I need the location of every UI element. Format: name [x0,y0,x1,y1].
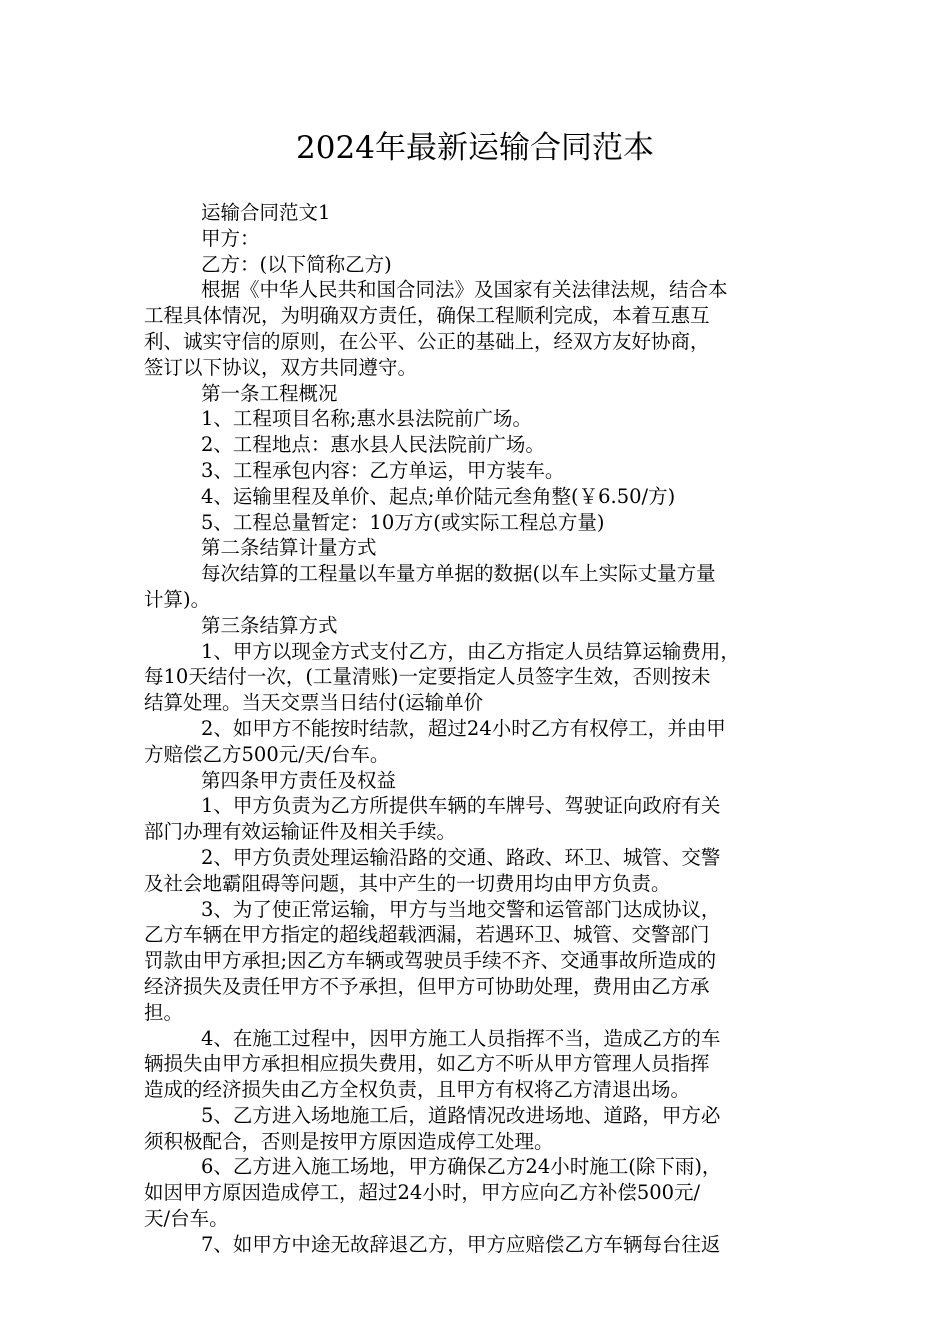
text-line: 1、工程项目名称;惠水县法院前广场。 [201,407,532,431]
text-line: 5、乙方进入场地施工后，道路情况改进场地、道路，甲方必 [201,1103,721,1127]
text-line: 2、工程地点：惠水县人民法院前广场。 [201,433,545,457]
text-line: 第三条结算方式 [201,613,338,637]
text-line: 须积极配合，否则是按甲方原因造成停工处理。 [144,1129,554,1153]
text-line: 第二条结算计量方式 [201,536,377,560]
text-line: 签订以下协议，双方共同遵守。 [144,355,418,379]
text-line: 6、乙方进入施工场地，甲方确保乙方24小时施工(除下雨)， [201,1155,722,1179]
text-line: 1、甲方以现金方式支付乙方，由乙方指定人员结算运输费用， [201,639,740,663]
text-line: 乙方：(以下简称乙方) [201,252,392,276]
text-line: 担。 [144,1000,184,1024]
text-line: 天/台车。 [144,1207,229,1231]
text-line: 罚款由甲方承担;因乙方车辆或驾驶员手续不齐、交通事故所造成的 [144,949,717,973]
text-line: 4、在施工过程中，因甲方施工人员指挥不当，造成乙方的车 [201,1026,721,1050]
text-line: 1、甲方负责为乙方所提供车辆的车牌号、驾驶证向政府有关 [201,794,721,818]
text-line: 结算处理。当天交票当日结付(运输单价 [144,691,484,715]
text-line: 4、运输里程及单价、起点;单价陆元叁角整(￥6.50/方) [201,484,676,508]
text-line: 工程具体情况，为明确双方责任，确保工程顺利完成，本着互惠互 [144,304,710,328]
text-line: 第一条工程概况 [201,381,338,405]
text-line: 方赔偿乙方500元/天/台车。 [144,742,390,766]
text-line: 经济损失及责任甲方不予承担，但甲方可协助处理，费用由乙方承 [144,974,710,998]
text-line: 每10天结付一次，(工量清账)一定要指定人员签字生效，否则按未 [144,665,711,689]
document-title: 2024年最新运输合同范本 [296,130,654,166]
text-line: 造成的经济损失由乙方全权负责，且甲方有权将乙方清退出场。 [144,1078,691,1102]
text-line: 3、为了使正常运输，甲方与当地交警和运管部门达成协议， [201,897,721,921]
text-line: 计算)。 [144,587,211,611]
text-line: 根据《中华人民共和国合同法》及国家有关法律法规，结合本 [201,278,728,302]
text-line: 每次结算的工程量以车量方单据的数据(以车上实际丈量方量 [201,562,716,586]
text-line: 部门办理有效运输证件及相关手续。 [144,820,457,844]
text-line: 乙方车辆在甲方指定的超线超载洒漏，若遇环卫、城管、交警部门 [144,923,710,947]
text-line: 2、如甲方不能按时结款，超过24小时乙方有权停工，并由甲 [201,716,726,740]
text-line: 运输合同范文1 [201,201,331,224]
text-line: 7、如甲方中途无故辞退乙方，甲方应赔偿乙方车辆每台往返 [201,1232,721,1256]
text-line: 及社会地霸阻碍等问题，其中产生的一切费用均由甲方负责。 [144,871,671,895]
text-line: 利、诚实守信的原则，在公平、公正的基础上，经双方友好协商， [144,329,710,353]
text-line: 辆损失由甲方承担相应损失费用，如乙方不听从甲方管理人员指挥 [144,1052,710,1076]
text-line: 5、工程总量暂定：10万方(或实际工程总方量) [201,510,605,534]
text-line: 2、甲方负责处理运输沿路的交通、路政、环卫、城管、交警 [201,845,721,869]
text-line: 如因甲方原因造成停工，超过24小时，甲方应向乙方补偿500元/ [144,1181,701,1205]
text-line: 3、工程承包内容：乙方单运，甲方装车。 [201,458,565,482]
text-line: 第四条甲方责任及权益 [201,768,397,792]
text-line: 甲方： [201,226,260,250]
document-body [144,200,812,1258]
